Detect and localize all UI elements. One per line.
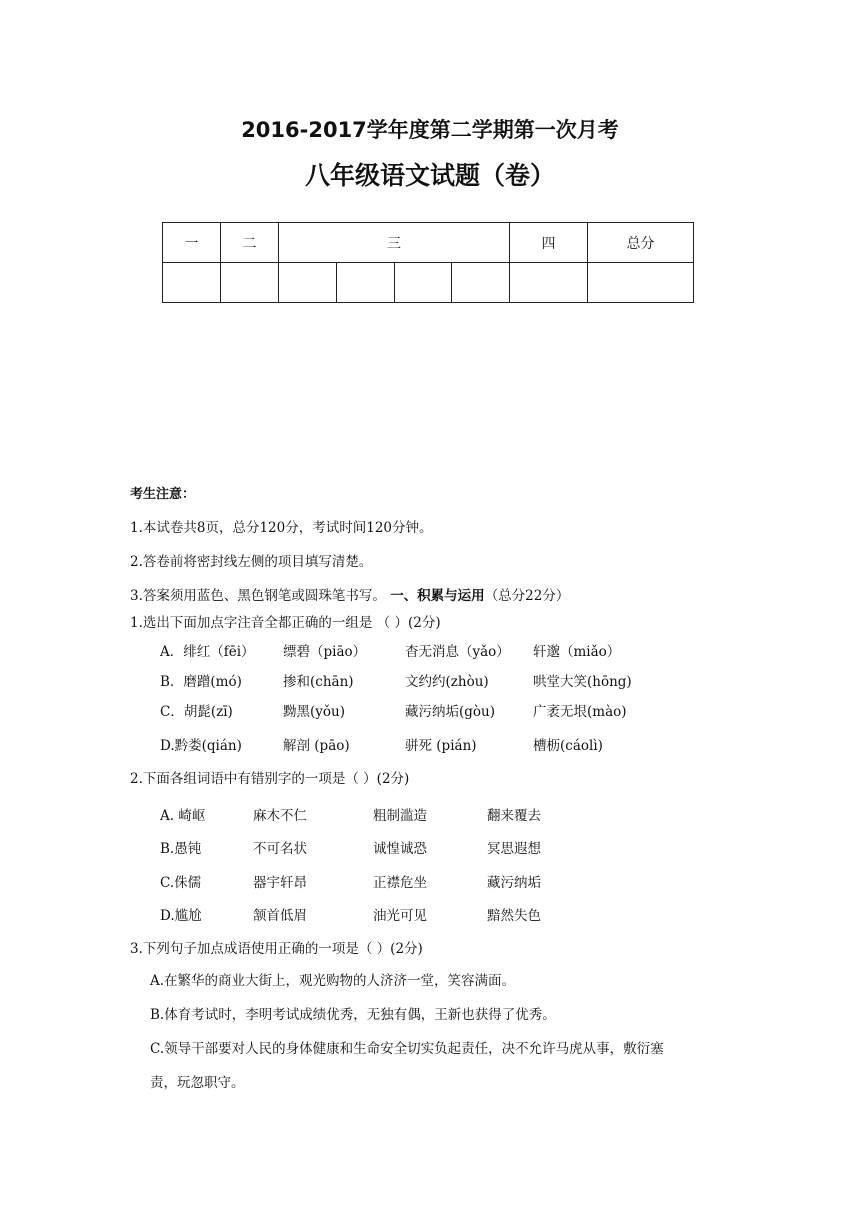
exam-title: 2016-2017学年度第二学期第一次月考 <box>241 118 619 142</box>
q1-option-d2: 解剖 (pāo) <box>283 738 350 754</box>
q1-option-d3: 骈死 (pián) <box>405 738 477 754</box>
q2-option-c1: C.侏儒 <box>160 875 202 891</box>
score-cell[interactable] <box>279 263 337 303</box>
score-cell[interactable] <box>163 263 221 303</box>
q1-option-c3: 藏污纳垢(gòu) <box>405 704 495 720</box>
q1-option-a1: A．绯红（fēi） <box>160 644 255 660</box>
notice-item-3-line <box>130 584 569 604</box>
q2-option-b2: 不可名状 <box>253 841 307 857</box>
q2-stem: 2.下面各组词语中有错别字的一项是（ ）(2分) <box>130 771 410 787</box>
score-cell[interactable] <box>510 263 588 303</box>
section1-score: （总分22分） <box>484 588 570 604</box>
q1-option-c4: 广袤无垠(mào) <box>533 704 627 720</box>
q1-option-a2: 缥碧（piāo） <box>283 644 367 660</box>
score-cell[interactable] <box>588 263 694 303</box>
notice-item-2: 2.答卷前将密封线左侧的项目填写清楚。 <box>130 554 373 570</box>
score-header-1: 一 <box>163 223 221 263</box>
score-header-2: 二 <box>221 223 279 263</box>
q1-option-b3: 文约约(zhòu) <box>405 674 489 690</box>
q3-option-b: B.体育考试时，李明考试成绩优秀，无独有偶，王新也获得了优秀。 <box>150 1007 556 1023</box>
q1-option-c2: 黝黑(yǒu) <box>283 704 345 720</box>
q2-option-a2: 麻木不仁 <box>253 808 307 824</box>
exam-subtitle: 八年级语文试题（卷） <box>304 161 555 190</box>
q2-option-d1: D.尴尬 <box>160 908 202 924</box>
q1-option-c1: C．胡髭(zī) <box>160 704 233 720</box>
q1-option-d4: 槽枥(cáolì) <box>533 738 603 754</box>
q2-option-d3: 油光可见 <box>373 908 427 924</box>
q3-option-c-line2: 责，玩忽职守。 <box>150 1075 245 1091</box>
q2-option-a1: A. 崎岖 <box>160 808 206 824</box>
notice-item-3: 3.答案须用蓝色、黑色钢笔或圆珠笔书写。 <box>130 588 386 604</box>
score-cell[interactable] <box>452 263 510 303</box>
q1-option-d1: D.黔娄(qián) <box>160 738 242 754</box>
score-header-3: 三 <box>279 223 510 263</box>
score-cell[interactable] <box>394 263 452 303</box>
score-header-total: 总分 <box>588 223 694 263</box>
score-header-4: 四 <box>510 223 588 263</box>
q1-option-b1: B．磨蹭(mó) <box>160 674 242 690</box>
q2-option-c4: 藏污纳垢 <box>487 875 541 891</box>
q2-option-d2: 颔首低眉 <box>253 908 307 924</box>
score-table-input-row <box>163 263 694 303</box>
score-table <box>162 222 694 303</box>
q1-option-a3: 杳无消息（yǎo） <box>405 644 510 660</box>
q1-stem: 1.选出下面加点字注音全都正确的一组是 （ ）(2分) <box>130 615 441 631</box>
q2-option-d4: 黯然失色 <box>487 908 541 924</box>
q2-option-b1: B.愚钝 <box>160 841 202 857</box>
q2-option-b3: 诚惶诚恐 <box>373 841 427 857</box>
q3-stem: 3.下列句子加点成语使用正确的一项是（ ）(2分) <box>130 941 423 957</box>
score-cell[interactable] <box>221 263 279 303</box>
section1-title: 一、积累与运用 <box>390 588 485 604</box>
notice-item-1: 1.本试卷共8页，总分120分，考试时间120分钟。 <box>130 520 433 536</box>
q2-option-c3: 正襟危坐 <box>373 875 427 891</box>
q1-option-b2: 掺和(chān) <box>283 674 354 690</box>
q1-option-a4: 轩邈（miǎo） <box>533 644 621 660</box>
q3-option-a: A.在繁华的商业大街上，观光购物的人济济一堂，笑容满面。 <box>150 973 516 989</box>
score-table-header-row <box>163 223 694 263</box>
q2-option-a3: 粗制滥造 <box>373 808 427 824</box>
q2-option-b4: 冥思遐想 <box>487 841 541 857</box>
score-cell[interactable] <box>336 263 394 303</box>
notice-heading: 考生注意： <box>130 487 196 502</box>
q2-option-c2: 器宇轩昂 <box>253 875 307 891</box>
q1-option-b4: 哄堂大笑(hōng) <box>533 674 632 690</box>
q3-option-c-line1: C.领导干部要对人民的身体健康和生命安全切实负起责任，决不允许马虎从事，敷衍塞 <box>150 1041 664 1057</box>
q2-option-a4: 翻来覆去 <box>487 808 541 824</box>
